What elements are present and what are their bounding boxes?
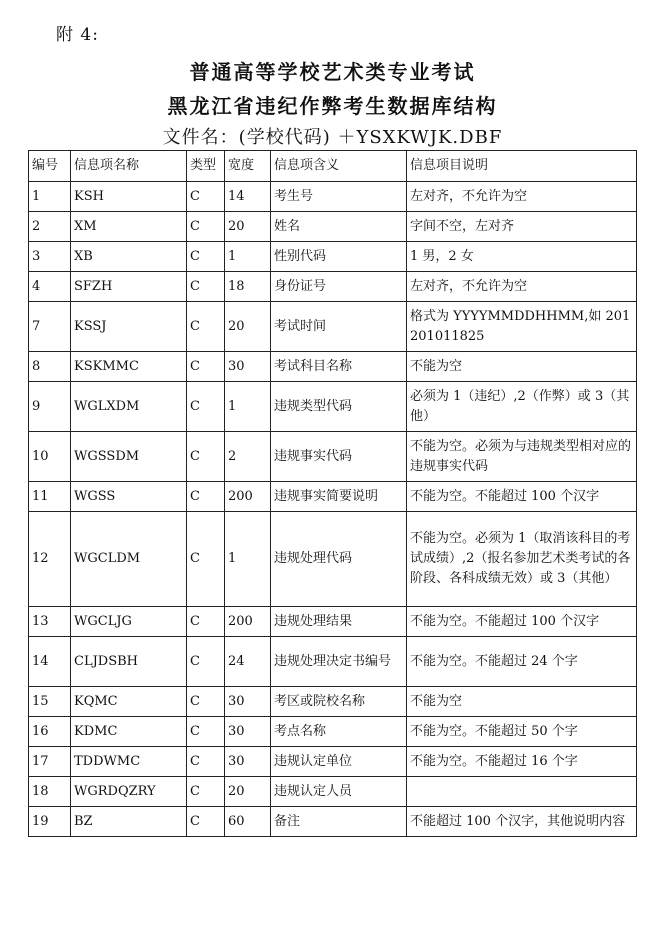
cell-name: SFZH: [71, 272, 187, 302]
cell-no: 17: [29, 747, 71, 777]
table-row: [29, 242, 637, 272]
cell-no: 8: [29, 352, 71, 382]
cell-meaning: 姓名: [271, 212, 407, 242]
cell-meaning: 违规处理代码: [271, 512, 407, 607]
cell-type: C: [187, 382, 225, 432]
table-header-row: [29, 151, 637, 182]
cell-type: C: [187, 432, 225, 482]
cell-note: 不能为空: [407, 687, 637, 717]
cell-note: 不能为空。必须为与违规类型相对应的违规事实代码: [407, 432, 637, 482]
table-row: [29, 717, 637, 747]
cell-width: 20: [225, 302, 271, 352]
cell-name: CLJDSBH: [71, 637, 187, 687]
cell-name: KSKMMC: [71, 352, 187, 382]
cell-width: 2: [225, 432, 271, 482]
cell-width: 60: [225, 807, 271, 837]
column-header-name: 信息项名称: [71, 151, 187, 182]
cell-no: 9: [29, 382, 71, 432]
cell-no: 3: [29, 242, 71, 272]
cell-name: XB: [71, 242, 187, 272]
table-row: [29, 302, 637, 352]
table-row: [29, 747, 637, 777]
cell-name: XM: [71, 212, 187, 242]
cell-width: 1: [225, 512, 271, 607]
cell-name: WGCLDM: [71, 512, 187, 607]
table-row: [29, 212, 637, 242]
table-row: [29, 182, 637, 212]
cell-width: 30: [225, 352, 271, 382]
cell-type: C: [187, 272, 225, 302]
cell-meaning: 违规事实代码: [271, 432, 407, 482]
cell-type: C: [187, 242, 225, 272]
cell-note: 1 男，2 女: [407, 242, 637, 272]
table-row: [29, 607, 637, 637]
cell-note: 不能为空。必须为 1（取消该科目的考试成绩）,2（报名参加艺术类考试的各阶段、各科成绩无效）或 3（其他）: [407, 512, 637, 607]
cell-no: 4: [29, 272, 71, 302]
cell-meaning: 考试时间: [271, 302, 407, 352]
cell-no: 7: [29, 302, 71, 352]
cell-name: KSSJ: [71, 302, 187, 352]
cell-no: 15: [29, 687, 71, 717]
cell-width: 30: [225, 747, 271, 777]
cell-note: 不能为空。不能超过 50 个字: [407, 717, 637, 747]
cell-no: 13: [29, 607, 71, 637]
cell-type: C: [187, 747, 225, 777]
cell-width: 24: [225, 637, 271, 687]
cell-width: 20: [225, 777, 271, 807]
table-row: [29, 637, 637, 687]
cell-no: 10: [29, 432, 71, 482]
cell-width: 1: [225, 242, 271, 272]
cell-meaning: 考点名称: [271, 717, 407, 747]
cell-name: WGLXDM: [71, 382, 187, 432]
cell-width: 30: [225, 717, 271, 747]
cell-meaning: 考生号: [271, 182, 407, 212]
cell-type: C: [187, 637, 225, 687]
cell-type: C: [187, 302, 225, 352]
cell-note: 不能为空。不能超过 16 个字: [407, 747, 637, 777]
cell-type: C: [187, 512, 225, 607]
cell-type: C: [187, 687, 225, 717]
cell-name: WGSSDM: [71, 432, 187, 482]
cell-no: 1: [29, 182, 71, 212]
cell-note: 左对齐，不允许为空: [407, 182, 637, 212]
table-row: [29, 432, 637, 482]
cell-width: 30: [225, 687, 271, 717]
table-row: [29, 512, 637, 607]
cell-name: WGRDQZRY: [71, 777, 187, 807]
cell-width: 1: [225, 382, 271, 432]
cell-note: 不能为空。不能超过 24 个字: [407, 637, 637, 687]
cell-meaning: 考区或院校名称: [271, 687, 407, 717]
cell-type: C: [187, 352, 225, 382]
column-header-note: 信息项目说明: [407, 151, 637, 182]
cell-name: KSH: [71, 182, 187, 212]
cell-name: KDMC: [71, 717, 187, 747]
cell-width: 18: [225, 272, 271, 302]
cell-meaning: 违规事实简要说明: [271, 482, 407, 512]
cell-no: 12: [29, 512, 71, 607]
table-row: [29, 777, 637, 807]
cell-no: 18: [29, 777, 71, 807]
table-row: [29, 272, 637, 302]
cell-type: C: [187, 607, 225, 637]
file-name-line: 文件名：(学校代码) ＋YSXKWJK.DBF: [162, 127, 503, 148]
cell-type: C: [187, 482, 225, 512]
table-body: [29, 182, 637, 837]
column-header-no: 编号: [29, 151, 71, 182]
table-row: [29, 807, 637, 837]
document-title: 普通高等学校艺术类专业考试: [189, 60, 476, 84]
column-header-type: 类型: [187, 151, 225, 182]
cell-meaning: 违规处理决定书编号: [271, 637, 407, 687]
cell-type: C: [187, 182, 225, 212]
column-header-width: 宽度: [225, 151, 271, 182]
cell-meaning: 身份证号: [271, 272, 407, 302]
cell-type: C: [187, 777, 225, 807]
cell-note: 不能为空: [407, 352, 637, 382]
cell-type: C: [187, 807, 225, 837]
cell-name: TDDWMC: [71, 747, 187, 777]
cell-meaning: 性别代码: [271, 242, 407, 272]
database-structure-table: [28, 150, 637, 837]
cell-width: 200: [225, 482, 271, 512]
cell-no: 16: [29, 717, 71, 747]
cell-meaning: 违规处理结果: [271, 607, 407, 637]
cell-no: 11: [29, 482, 71, 512]
cell-width: 14: [225, 182, 271, 212]
cell-name: KQMC: [71, 687, 187, 717]
cell-name: BZ: [71, 807, 187, 837]
table-row: [29, 352, 637, 382]
cell-note: 必须为 1（违纪）,2（作弊）或 3（其他）: [407, 382, 637, 432]
column-header-meaning: 信息项含义: [271, 151, 407, 182]
cell-width: 20: [225, 212, 271, 242]
cell-meaning: 违规类型代码: [271, 382, 407, 432]
cell-note: 不能为空。不能超过 100 个汉字: [407, 482, 637, 512]
cell-note: [407, 777, 637, 807]
cell-type: C: [187, 212, 225, 242]
cell-no: 2: [29, 212, 71, 242]
attachment-label: 附 4:: [56, 25, 99, 45]
cell-type: C: [187, 717, 225, 747]
cell-note: 不能为空。不能超过 100 个汉字: [407, 607, 637, 637]
cell-name: WGSS: [71, 482, 187, 512]
table-row: [29, 482, 637, 512]
cell-meaning: 违规认定单位: [271, 747, 407, 777]
table-row: [29, 382, 637, 432]
cell-meaning: 考试科目名称: [271, 352, 407, 382]
document-subtitle: 黑龙江省违纪作弊考生数据库结构: [167, 94, 498, 118]
cell-width: 200: [225, 607, 271, 637]
cell-meaning: 违规认定人员: [271, 777, 407, 807]
table-row: [29, 687, 637, 717]
cell-note: 字间不空，左对齐: [407, 212, 637, 242]
cell-no: 14: [29, 637, 71, 687]
cell-note: 格式为 YYYYMMDDHHMM,如 201201011825: [407, 302, 637, 352]
cell-meaning: 备注: [271, 807, 407, 837]
cell-note: 不能超过 100 个汉字，其他说明内容: [407, 807, 637, 837]
cell-no: 19: [29, 807, 71, 837]
cell-note: 左对齐，不允许为空: [407, 272, 637, 302]
cell-name: WGCLJG: [71, 607, 187, 637]
